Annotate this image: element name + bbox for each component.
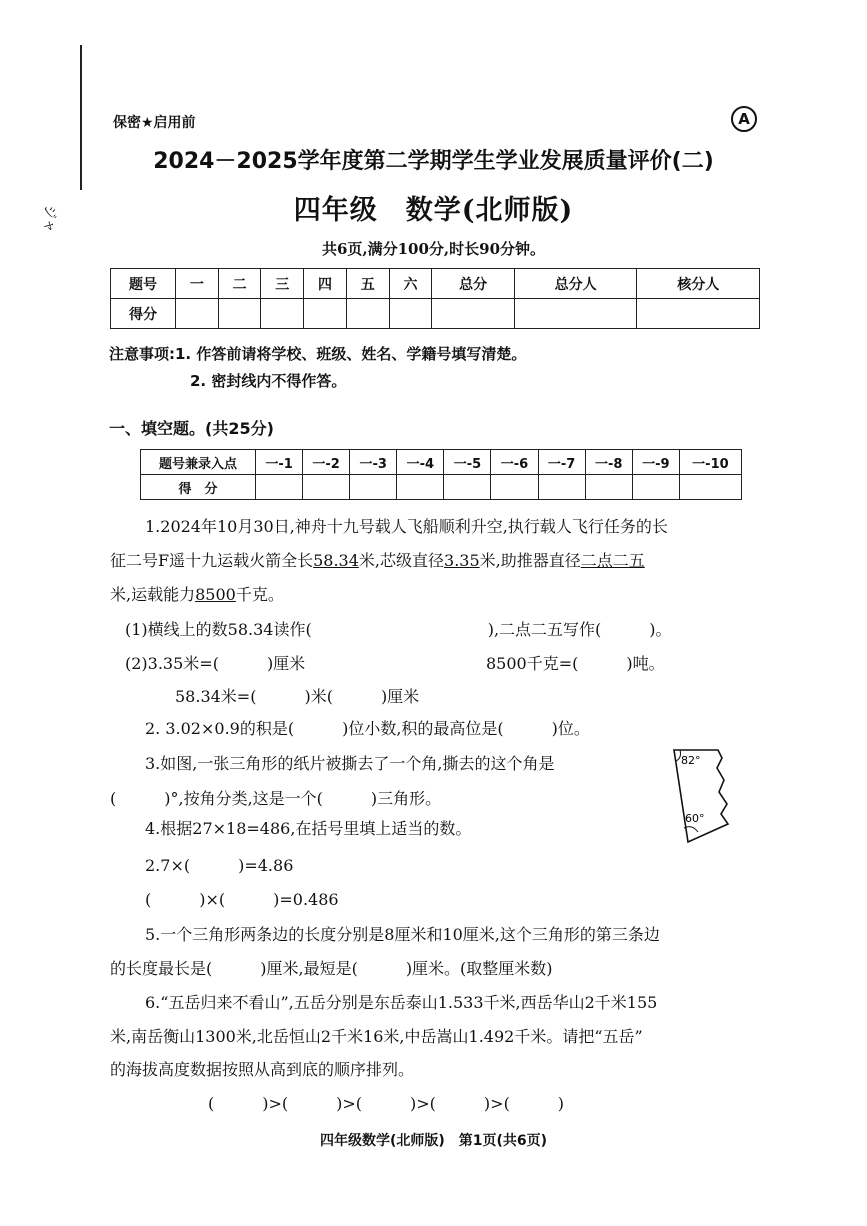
score-table-col: 三 [261, 269, 304, 299]
section-table-col: 一-4 [397, 450, 444, 475]
q1-sub-1: (1)横线上的数58.34读作( ),二点二五写作( )。 [125, 620, 672, 639]
section-table-col: 一-2 [303, 450, 350, 475]
section-table-col: 一-5 [444, 450, 491, 475]
exam-info: 共6页,满分100分,时长90分钟。 [321, 240, 546, 258]
q4-sub-2: ( )×( )=0.486 [145, 890, 339, 909]
q5-line-2: 的长度最长是( )厘米,最短是( )厘米。(取整厘米数) [110, 959, 553, 978]
section-score-cell[interactable] [350, 475, 397, 500]
q1-text: 米,芯级直径 [358, 551, 445, 570]
q2: 2. 3.02×0.9的积是( )位小数,积的最高位是( )位。 [145, 719, 590, 738]
score-table-col: 一 [176, 269, 219, 299]
section-table-col: 一-6 [491, 450, 538, 475]
q4-sub-1: 2.7×( )=4.86 [145, 856, 294, 875]
section-table-col: 一-7 [538, 450, 585, 475]
q3-line-2: ( )°,按角分类,这是一个( )三角形。 [110, 789, 442, 808]
q1-text: 米,助推器直径 [479, 551, 581, 570]
confidential-label: 保密★启用前 [113, 115, 196, 131]
score-cell[interactable] [389, 299, 432, 329]
q6-line-1: 6.“五岳归来不看山”,五岳分别是东岳泰山1.533千米,西岳华山2千米155 [145, 993, 658, 1012]
q3-line-1: 3.如图,一张三角形的纸片被撕去了一个角,撕去的这个角是 [145, 754, 555, 773]
score-cell[interactable] [218, 299, 261, 329]
angle-60-label: 60° [685, 812, 705, 825]
score-table-score-label: 得分 [111, 299, 176, 329]
score-cell[interactable] [637, 299, 760, 329]
q1-underlined-length: 58.34 [313, 551, 359, 570]
section-score-cell[interactable] [444, 475, 491, 500]
section-score-cell[interactable] [303, 475, 350, 500]
notice-line-1: 注意事项:1. 作答前请将学校、班级、姓名、学籍号填写清楚。 [109, 345, 527, 363]
section-table-header-row [141, 450, 742, 475]
section-table-col: 一-9 [632, 450, 679, 475]
score-table-col: 总分 [432, 269, 515, 299]
side-mark: ジャ [41, 205, 57, 233]
score-table [110, 268, 760, 329]
q1-line-2 [110, 548, 645, 571]
q1-text: 千克。 [235, 585, 284, 604]
section-score-cell[interactable] [256, 475, 303, 500]
score-cell[interactable] [304, 299, 347, 329]
score-table-score-row [111, 299, 760, 329]
q6-answer-blanks: ( )>( )>( )>( )>( ) [208, 1094, 565, 1113]
exam-subtitle: 四年级 数学(北师版) [293, 195, 574, 226]
score-table-header-label: 题号 [111, 269, 176, 299]
torn-triangle-figure [672, 748, 746, 844]
q1-sub-2b: 8500千克=( )吨。 [486, 654, 665, 673]
section-score-table [140, 449, 742, 500]
section-score-cell[interactable] [397, 475, 444, 500]
section-title: 一、填空题。(共25分) [109, 419, 274, 438]
score-table-col: 四 [304, 269, 347, 299]
q1-text: 米,运载能力 [110, 585, 196, 604]
score-table-header-row [111, 269, 760, 299]
q1-underlined-booster: 二点二五 [580, 551, 645, 570]
q1-sub-2a: (2)3.35米=( )厘米 [125, 654, 306, 673]
score-cell[interactable] [514, 299, 636, 329]
q1-text: 征二号F遥十九运载火箭全长 [110, 551, 314, 570]
score-cell[interactable] [261, 299, 304, 329]
q1-underlined-capacity: 8500 [195, 585, 236, 604]
section-score-cell[interactable] [538, 475, 585, 500]
q6-line-3: 的海拔高度数据按照从高到底的顺序排列。 [110, 1060, 415, 1079]
section-table-col: 一-10 [679, 450, 741, 475]
version-badge: A [731, 106, 757, 132]
q1-line-1: 1.2024年10月30日,神舟十九号载人飞船顺利升空,执行载人飞行任务的长 [145, 517, 668, 536]
score-table-col: 二 [218, 269, 261, 299]
score-table-col: 六 [389, 269, 432, 299]
q1-sub-3: 58.34米=( )米( )厘米 [175, 687, 420, 706]
section-score-cell[interactable] [632, 475, 679, 500]
section-score-cell[interactable] [679, 475, 741, 500]
section-table-col: 一-1 [256, 450, 303, 475]
section-table-col: 一-8 [585, 450, 632, 475]
page-footer: 四年级数学(北师版) 第1页(共6页) [319, 1133, 548, 1149]
q1-underlined-diameter: 3.35 [444, 551, 480, 570]
q1-line-3 [110, 582, 284, 605]
angle-82-label: 82° [681, 754, 701, 767]
section-table-score-row [141, 475, 742, 500]
score-table-col: 核分人 [637, 269, 760, 299]
score-cell[interactable] [432, 299, 515, 329]
section-table-score-label: 得 分 [141, 475, 256, 500]
q6-line-2: 米,南岳衡山1300米,北岳恒山2千米16米,中岳嵩山1.492千米。请把“五岳” [110, 1027, 643, 1046]
exam-title: 2024－2025学年度第二学期学生学业发展质量评价(二) [153, 149, 714, 174]
section-score-cell[interactable] [585, 475, 632, 500]
score-table-col: 总分人 [514, 269, 636, 299]
notice-line-2: 2. 密封线内不得作答。 [190, 372, 347, 390]
q5-line-1: 5.一个三角形两条边的长度分别是8厘米和10厘米,这个三角形的第三条边 [145, 925, 660, 944]
section-table-header-label: 题号兼录入点 [141, 450, 256, 475]
score-cell[interactable] [176, 299, 219, 329]
q4: 4.根据27×18=486,在括号里填上适当的数。 [145, 819, 472, 838]
score-cell[interactable] [346, 299, 389, 329]
score-table-col: 五 [346, 269, 389, 299]
section-table-col: 一-3 [350, 450, 397, 475]
section-score-cell[interactable] [491, 475, 538, 500]
